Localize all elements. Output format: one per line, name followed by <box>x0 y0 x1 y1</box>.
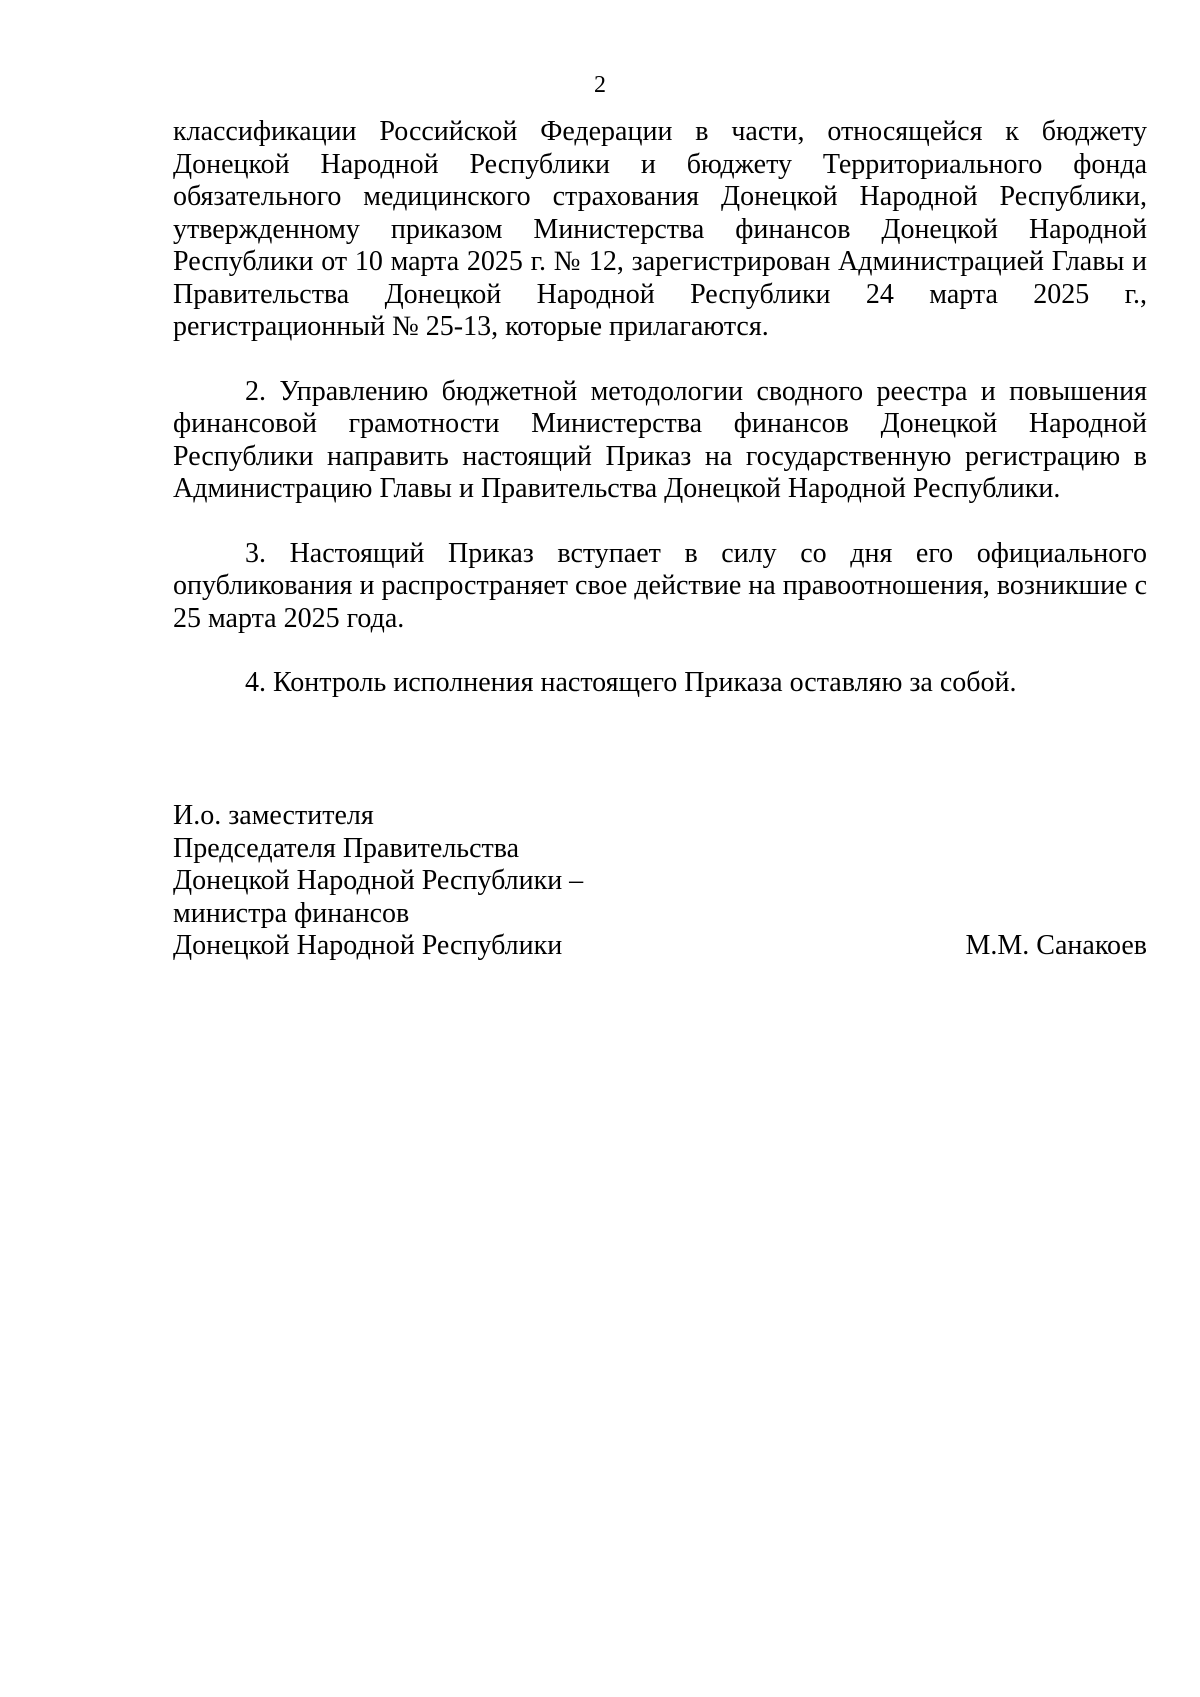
signature-final-row <box>173 930 1147 963</box>
paragraph-item-2: 2. Управлению бюджетной методологии сводного реестра и повышения финансовой грамотности Министерства финансов Донецкой Народной Республики направить настоящий Приказ на государственную регистрацию в Администрацию Главы и Правительства Донецкой Народной Республики. <box>173 375 1147 504</box>
signer-position-line-1: И.о. заместителя <box>173 800 374 831</box>
signer-name: М.М. Санакоев <box>965 930 1147 961</box>
signer-position-line-3: Донецкой Народной Республики – <box>173 865 584 896</box>
paragraph-item-4: 4. Контроль исполнения настоящего Приказа оставляю за собой. <box>245 667 1017 698</box>
paragraph-gap <box>173 344 1147 376</box>
signer-position-line-2: Председателя Правительства <box>173 832 520 864</box>
paragraph-gap <box>173 635 1147 667</box>
document-body <box>173 116 1147 700</box>
page-number: 2 <box>594 72 606 98</box>
signature-block <box>173 800 1147 963</box>
paragraph-1-continuation: классификации Российской Федерации в части, относящейся к бюджету Донецкой Народной Республики и бюджету Территориального фонда обязательного медицинского страхования Донецкой Народной Республики, утвержденному приказом Министерства финансов Донецкой Народной Республики от 10 марта 2025 г. № 12, зарегистрирован Администрацией Главы и Правительства Донецкой Народной Республики 24 марта 2025 г., регистрационный № 25-13, которые прилагаются. <box>173 116 1147 342</box>
signer-position-line-4: министра финансов <box>173 897 410 929</box>
paragraph-item-3: 3. Настоящий Приказ вступает в силу со дня его официального опубликования и распространяет свое действие на правоотношения, возникшие с 25 марта 2025 года. <box>173 537 1147 634</box>
signer-position-line-5: Донецкой Народной Республики <box>173 930 563 961</box>
paragraph-gap <box>173 506 1147 538</box>
